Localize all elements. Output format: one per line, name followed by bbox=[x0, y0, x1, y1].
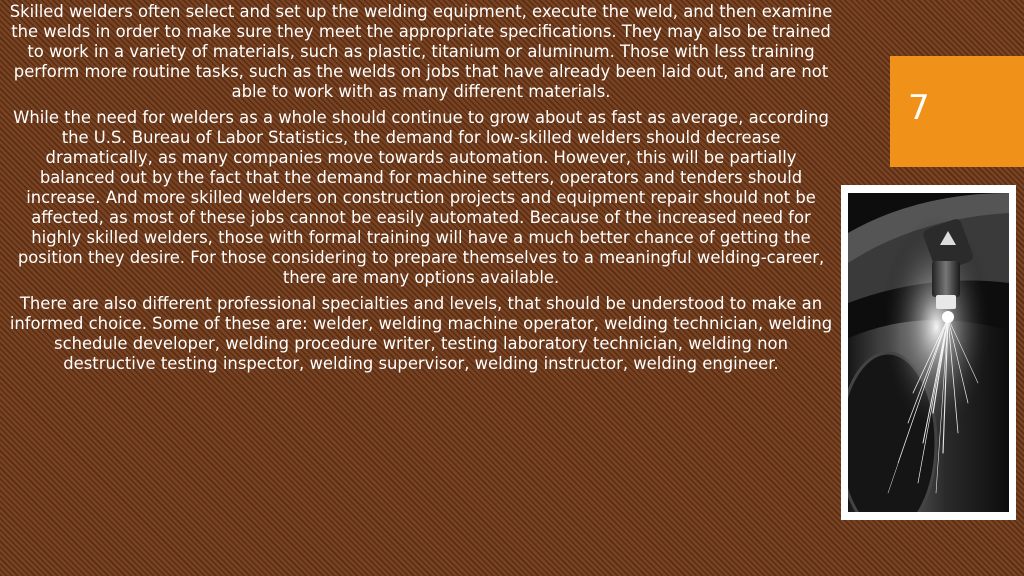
paragraph-skilled-welders: Skilled welders often select and set up the welding equipment, execute the weld, and then examine the welds in order to make sure they meet the appropriate specifications. They may also be trained to work in a variety of materials, such as plastic, titanium or aluminum. Those with less training perform more routine tasks, such as the welds on jobs that have already been laid out, and are not able to work with as many different materials. bbox=[9, 2, 833, 101]
page-number-box bbox=[890, 56, 1024, 167]
page-number: 7 bbox=[908, 88, 930, 128]
welding-sparks-image bbox=[848, 193, 1009, 512]
photo-frame bbox=[841, 185, 1016, 520]
paragraph-specialties: There are also different professional specialties and levels, that should be understood to make an informed choice. Some of these are: welder, welding machine operator, welding technician, welding schedule developer, welding procedure writer, testing laboratory technician, welding non destructive testing inspector, welding supervisor, welding instructor, welding engineer. bbox=[9, 294, 833, 373]
paragraph-welder-demand: While the need for welders as a whole should continue to grow about as fast as average, according the U.S. Bureau of Labor Statistics, the demand for low-skilled welders should decrease dramatically, as many companies move towards automation. However, this will be partially balanced out by the fact that the demand for machine setters, operators and tenders should increase. And more skilled welders on construction projects and equipment repair should not be affected, as most of these jobs cannot be easily automated. Because of the increased need for highly skilled welders, those with formal training will have a much better chance of getting the position they desire. For those considering to prepare themselves to a meaningful welding-career, there are many options available. bbox=[13, 108, 829, 287]
welding-photo bbox=[848, 193, 1009, 512]
slide-body-text bbox=[6, 2, 836, 380]
